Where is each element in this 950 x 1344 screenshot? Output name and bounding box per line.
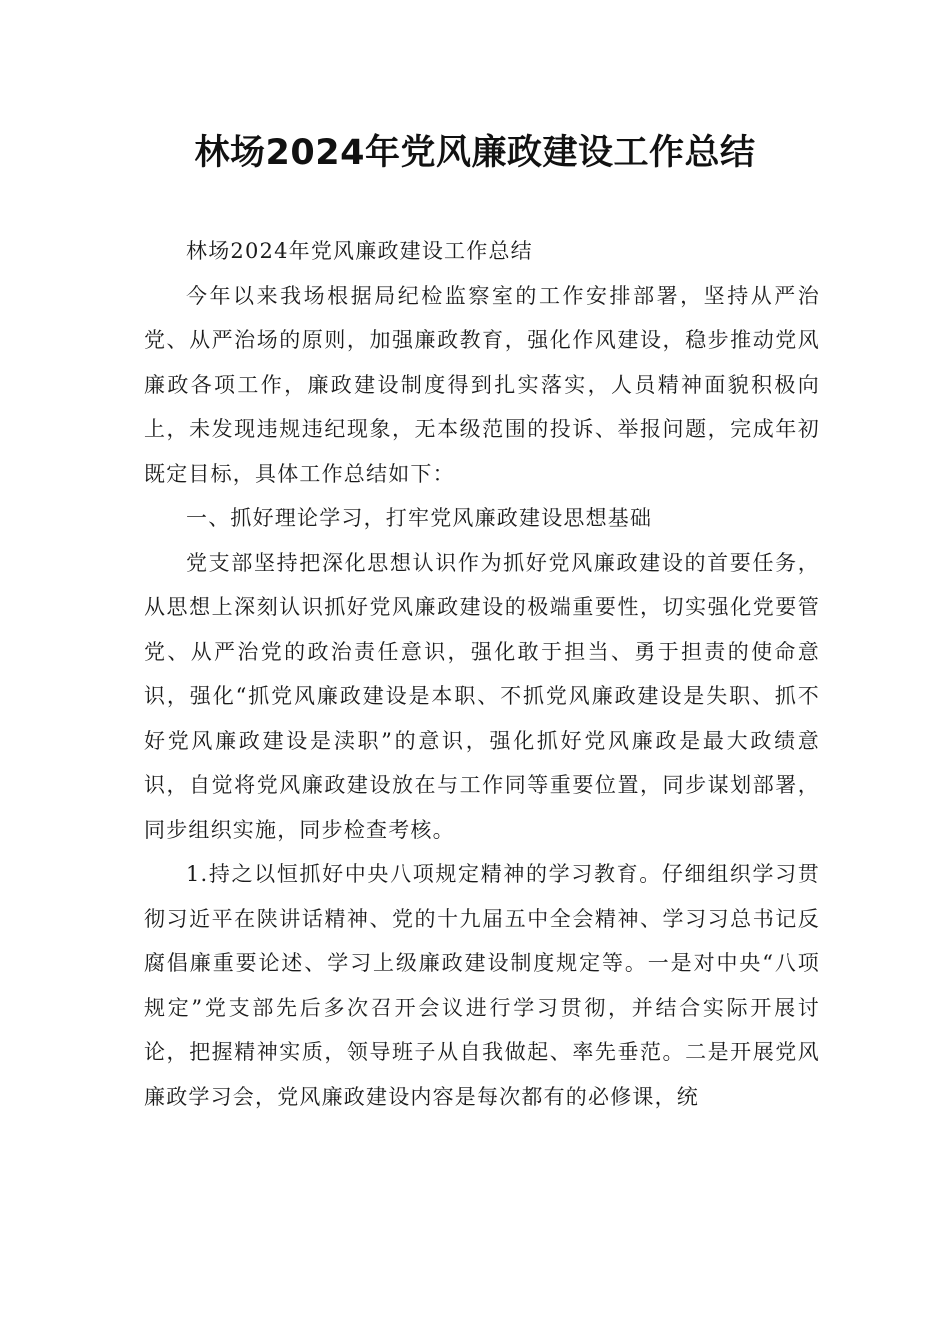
document-title: 林场2024年党风廉政建设工作总结 [194,133,756,173]
body-paragraph: 1.持之以恒抓好中央八项规定精神的学习教育。仔细组织学习贯彻习近平在陕讲话精神、党的十九届五中全会精神、学习习总书记反腐倡廉重要论述、学习上级廉政建设制度规定等。一是对中央“八项规定”党支部先后多次召开会议进行学习贯彻，并结合实际开展讨论，把握精神实质，领导班子从自我做起、率先垂范。二是开展党风廉政学习会，党风廉政建设内容是每次都有的必修课，统 [144,862,820,1109]
subtitle-paragraph: 林场2024年党风廉政建设工作总结 [186,239,533,263]
section-heading: 一、抓好理论学习，打牢党风廉政建设思想基础 [186,506,653,530]
document-body [144,229,820,1119]
intro-paragraph: 今年以来我场根据局纪检监察室的工作安排部署，坚持从严治党、从严治场的原则，加强廉政教育，强化作风建设，稳步推动党风廉政各项工作，廉政建设制度得到扎实落实，人员精神面貌积极向上，未发现违规违纪现象，无本级范围的投诉、举报问题，完成年初既定目标，具体工作总结如下： [144,283,820,486]
body-paragraph: 党支部坚持把深化思想认识作为抓好党风廉政建设的首要任务，从思想上深刻认识抓好党风廉政建设的极端重要性，切实强化党要管党、从严治党的政治责任意识，强化敢于担当、勇于担责的使命意识，强化“抓党风廉政建设是本职、不抓党风廉政建设是失职、抓不好党风廉政建设是渎职”的意识，强化抓好党风廉政是最大政绩意识，自觉将党风廉政建设放在与工作同等重要位置，同步谋划部署，同步组织实施，同步检查考核。 [144,550,820,842]
